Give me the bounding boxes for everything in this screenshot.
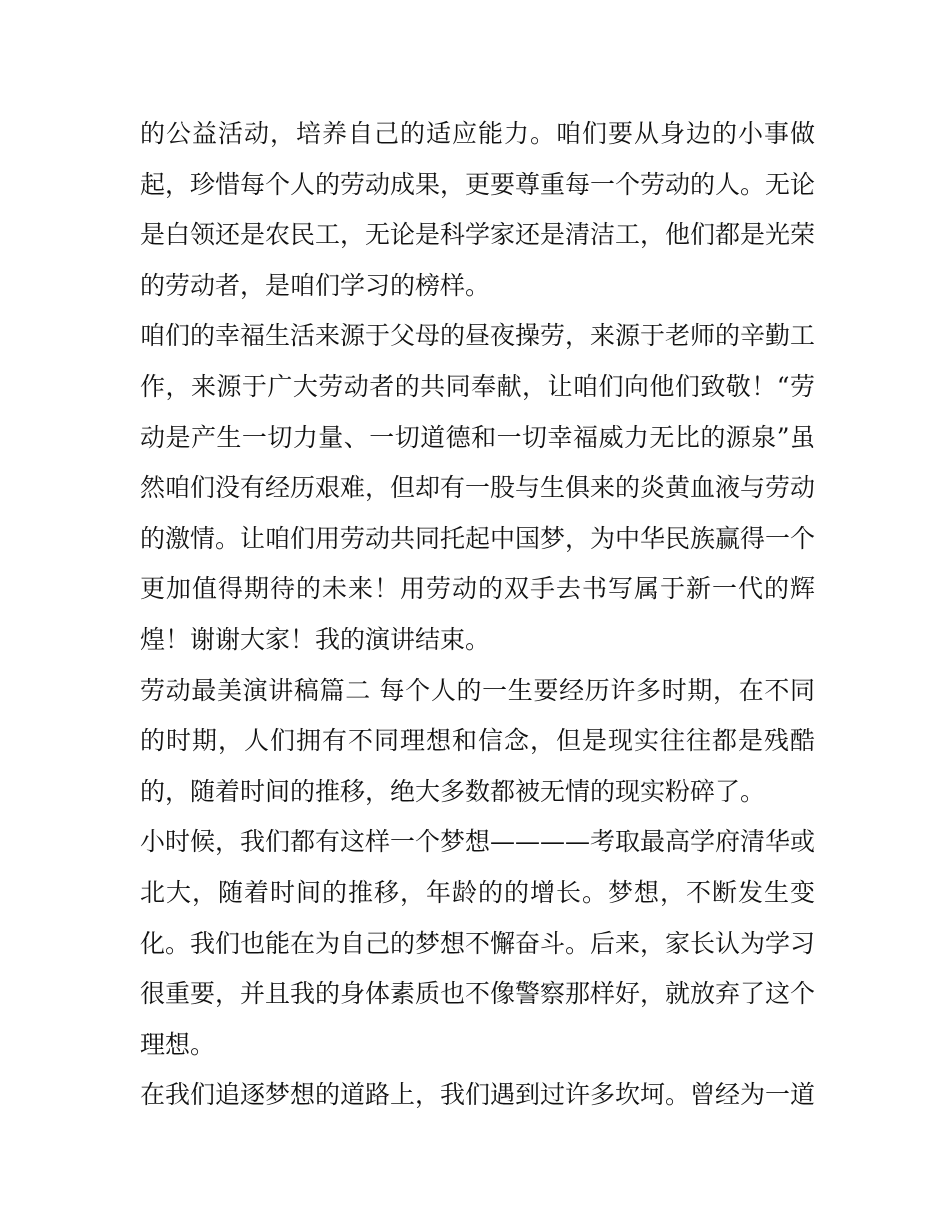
text-line: 小时候，我们都有这样一个梦想————考取最高学府清华或 [140,827,816,857]
text-line: 的时期，人们拥有不同理想和信念，但是现实往往都是残酷 [140,726,815,756]
text-line: 的公益活动，培养自己的适应能力。咱们要从身边的小事做 [140,119,815,148]
text-line: 然咱们没有经历艰难，但却有一股与生俱来的炎黄血液与劳动 [140,473,816,503]
text-line: 在我们追逐梦想的道路上，我们遇到过许多坎坷。曾经为一道 [140,1080,816,1110]
text-line: 更加值得期待的未来！用劳动的双手去书写属于新一代的辉 [140,574,815,604]
text-line: 的激情。让咱们用劳动共同托起中国梦，为中华民族赢得一个 [140,523,816,553]
text-line: 的，随着时间的推移，绝大多数都被无情的现实粉碎了。 [140,776,766,806]
text-line: 北大，随着时间的推移，年龄的的增长。梦想，不断发生变 [140,877,815,907]
text-line: 是白领还是农民工，无论是科学家还是清洁工，他们都是光荣 [140,220,816,250]
body-text [140,109,815,1121]
text-line: 很重要，并且我的身体素质也不像警察那样好，就放弃了这个 [140,979,816,1009]
text-line: 动是产生一切力量、一切道德和一切幸福威力无比的源泉”虽 [140,422,815,452]
text-line: 作，来源于广大劳动者的共同奉献，让咱们向他们致敬！“劳 [140,371,815,401]
text-line: 劳动最美演讲稿篇二 每个人的一生要经历许多时期，在不同 [140,675,815,705]
text-line: 起，珍惜每个人的劳动成果，更要尊重每一个劳动的人。无论 [140,169,816,199]
text-line: 煌！谢谢大家！我的演讲结束。 [140,624,491,654]
text-line: 的劳动者，是咱们学习的榜样。 [140,270,491,300]
text-line: 化。我们也能在为自己的梦想不懈奋斗。后来，家长认为学习 [140,928,816,958]
text-line: 理想。 [140,1029,216,1059]
text-line: 咱们的幸福生活来源于父母的昼夜操劳，来源于老师的辛勤工 [140,321,816,351]
